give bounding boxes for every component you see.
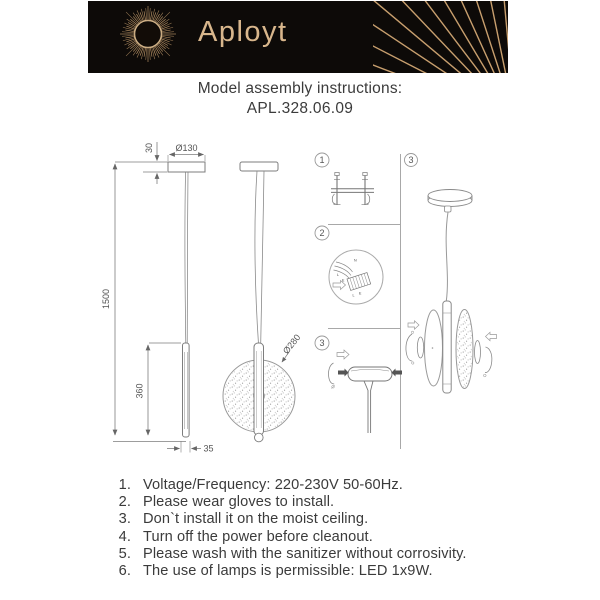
item-number: 4. bbox=[118, 528, 131, 545]
exploded-rod bbox=[443, 301, 451, 393]
dim-total-height: 1500 bbox=[101, 288, 111, 310]
item-text: Don`t install it on the moist ceiling. bbox=[143, 511, 369, 528]
item-number: 6. bbox=[118, 563, 131, 580]
list-item bbox=[112, 546, 522, 563]
dim-disc-diameter: Ø280 bbox=[280, 332, 303, 356]
brand-name: Aployt bbox=[198, 16, 288, 48]
dim-bar-length: 360 bbox=[134, 383, 145, 399]
dim-canopy-height: 30 bbox=[144, 142, 154, 154]
step3-canopy-drawing bbox=[328, 350, 402, 433]
exploded-arrow-left-icon bbox=[408, 321, 419, 329]
list-item bbox=[112, 494, 522, 511]
item-text: The use of lamps is permissible: LED 1x9W. bbox=[143, 563, 433, 580]
step1-bracket-drawing bbox=[331, 173, 374, 206]
item-text: Voltage/Frequency: 220-230V 50-60Hz. bbox=[143, 477, 403, 493]
item-number: 5. bbox=[118, 545, 131, 562]
list-item bbox=[112, 511, 522, 528]
list-item bbox=[112, 529, 522, 546]
step3-right-number: 3 bbox=[408, 155, 414, 165]
item-number: 2. bbox=[118, 494, 131, 511]
canopy-front bbox=[240, 162, 278, 171]
front-view bbox=[223, 162, 295, 442]
canopy-side bbox=[168, 162, 205, 172]
item-number: 3. bbox=[118, 511, 131, 528]
step3-number: 3 bbox=[319, 338, 325, 348]
item-number: 1. bbox=[118, 477, 131, 493]
step3-arrow-icon bbox=[337, 350, 349, 359]
step1-number: 1 bbox=[319, 155, 325, 165]
page-title: Model assembly instructions: bbox=[197, 80, 403, 97]
list-item bbox=[112, 477, 522, 494]
dim-canopy-diameter: Ø130 bbox=[175, 143, 198, 153]
item-text: Please wash with the sanitizer without corrosivity. bbox=[143, 545, 467, 562]
list-item bbox=[112, 563, 522, 580]
exploded-disc-plain bbox=[425, 310, 443, 386]
model-number: APL.328.06.09 bbox=[246, 100, 354, 117]
led-bar-side bbox=[183, 343, 190, 437]
step2-number: 2 bbox=[319, 228, 325, 238]
wire-label-e: E bbox=[342, 278, 345, 283]
step3-exploded-drawing bbox=[406, 190, 497, 394]
dim-bar-width: 35 bbox=[203, 443, 214, 454]
side-view bbox=[113, 142, 205, 453]
item-text: Please wear gloves to install. bbox=[143, 494, 335, 511]
wire-label-e2: E bbox=[359, 291, 362, 296]
lamp-rod-front bbox=[254, 343, 264, 435]
exploded-arrow-right-icon bbox=[486, 332, 497, 340]
item-text: Turn off the power before cleanout. bbox=[143, 528, 373, 545]
instruction-list bbox=[112, 477, 522, 580]
wire-label-l: L bbox=[337, 273, 339, 277]
wire-label-l2: L bbox=[352, 293, 355, 298]
wire-label-n: N bbox=[354, 258, 357, 263]
